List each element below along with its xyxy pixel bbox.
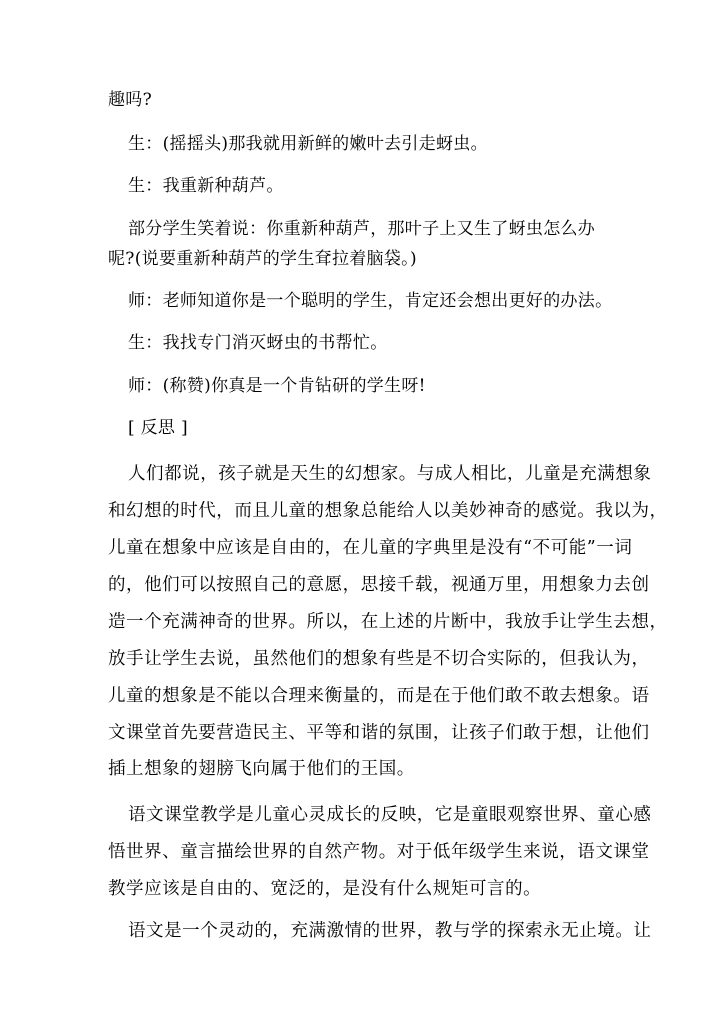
text-line: 放手让学生去说，虽然他们的想象有些是不切合实际的，但我认为， xyxy=(108,649,650,669)
text-line: 师：老师知道你是一个聪明的学生，肯定还会想出更好的办法。 xyxy=(128,291,613,311)
text-line: 部分学生笑着说：你重新种葫芦，那叶子上又生了蚜虫怎么办 xyxy=(128,219,596,239)
text-line: 文课堂首先要营造民主、平等和谐的氛围，让孩子们敢于想，让他们 xyxy=(108,723,650,743)
text-line: 生：我重新种葫芦。 xyxy=(128,176,284,196)
section-heading: [ 反思 ] xyxy=(128,418,188,438)
text-line: 插上想象的翅膀飞向属于他们的王国。 xyxy=(108,759,415,779)
text-line: 语文是一个灵动的，充满激情的世界，教与学的探索永无止境。让 xyxy=(128,921,652,941)
text-line: 和幻想的时代，而且儿童的想象总能给人以美妙神奇的感觉。我以为， xyxy=(108,501,668,521)
text-line: 人们都说，孩子就是天生的幻想家。与成人相比，儿童是充满想象 xyxy=(128,464,652,484)
text-line: 生：(摇摇头)那我就用新鲜的嫩叶去引走蚜虫。 xyxy=(128,134,488,154)
text-line: 儿童在想象中应该是自由的，在儿童的字典里是没有“不可能”一词 xyxy=(108,538,633,558)
text-line: 的，他们可以按照自己的意愿，思接千载，视通万里，用想象力去创 xyxy=(108,575,650,595)
text-line: 儿童的想象是不能以合理来衡量的，而是在于他们敢不敢去想象。语 xyxy=(108,686,650,706)
text-line: 教学应该是自由的、宽泛的，是没有什么规矩可言的。 xyxy=(108,879,542,899)
text-line: 悟世界、童言描绘世界的自然产物。对于低年级学生来说，语文课堂 xyxy=(108,842,650,862)
text-line: 呢?(说要重新种葫芦的学生耷拉着脑袋。) xyxy=(108,249,417,269)
text-line: 师：(称赞)你真是一个肯钻研的学生呀! xyxy=(128,376,426,396)
text-line: 趣吗? xyxy=(108,90,153,110)
text-line: 语文课堂教学是儿童心灵成长的反映，它是童眼观察世界、童心感 xyxy=(128,805,652,825)
text-line: 造一个充满神奇的世界。所以，在上述的片断中，我放手让学生去想， xyxy=(108,612,668,632)
text-line: 生：我找专门消灭蚜虫的书帮忙。 xyxy=(128,333,388,353)
